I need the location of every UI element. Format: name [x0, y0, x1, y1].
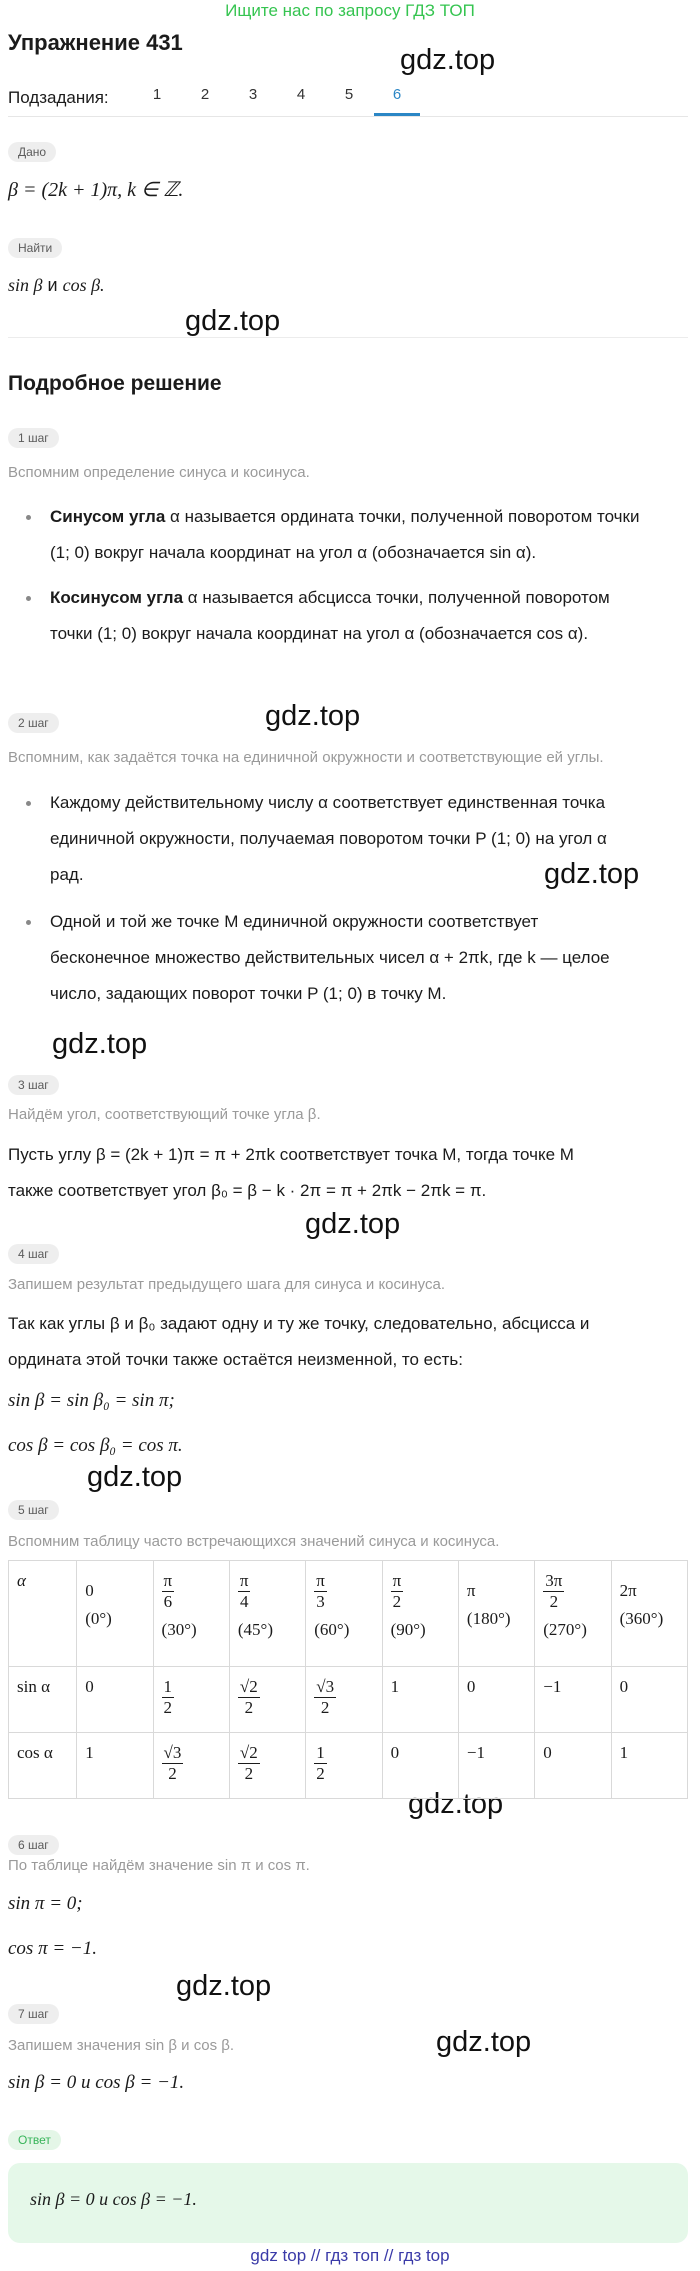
- table-cell: 0: [382, 1733, 458, 1799]
- bullet-dot: [26, 596, 31, 601]
- step-4-eq-1: sin β = sin β₀ = sin π;: [8, 1390, 175, 1411]
- answer-box: [8, 2163, 688, 2243]
- subtask-tab-3[interactable]: 3: [248, 86, 258, 103]
- table-row: [9, 1733, 688, 1799]
- table-cell: 1: [382, 1667, 458, 1733]
- table-col-360: 2π (360°): [611, 1561, 687, 1667]
- subtask-tab-4[interactable]: 4: [296, 86, 306, 103]
- step-3-text: [8, 1137, 574, 1209]
- table-cell: 0: [77, 1667, 153, 1733]
- page-title: Упражнение 431: [8, 30, 183, 55]
- step-3-line: Пусть углу β = (2k + 1)π = π + 2πk соответствует точка M, тогда точке M: [8, 1145, 574, 1164]
- watermark: gdz.top: [52, 1028, 148, 1060]
- section-divider: [8, 337, 688, 338]
- bullet-text: Одной и той же точке M единичной окружности соответствует: [50, 912, 539, 931]
- table-sin-label: sin α: [9, 1667, 77, 1733]
- watermark: gdz.top: [400, 44, 496, 76]
- table-col-45: $\frac{\pi}{4}$ (45°): [229, 1561, 305, 1667]
- table-header-alpha: α: [9, 1561, 77, 1667]
- given-formula: β = (2k + 1)π, k ∈ ℤ.: [8, 179, 184, 201]
- step-4-eq-2: cos β = cos β₀ = cos π.: [8, 1435, 183, 1456]
- step-1-chip: 1 шаг: [8, 428, 59, 448]
- bullet-text: точки (1; 0) вокруг начала координат на угол α (обозначается cos α).: [50, 624, 589, 643]
- find-cos: cos β.: [62, 275, 105, 295]
- step-4-chip: 4 шаг: [8, 1244, 59, 1264]
- watermark: gdz.top: [176, 1970, 272, 2002]
- watermark: gdz.top: [87, 1461, 183, 1493]
- find-line: [8, 271, 105, 299]
- step-6-chip: 6 шаг: [8, 1835, 59, 1855]
- step-6-eq-1: sin π = 0;: [8, 1893, 83, 1914]
- table-cell: 0: [611, 1667, 687, 1733]
- step-7-result: sin β = 0 и cos β = −1.: [8, 2072, 185, 2093]
- solution-heading: Подробное решение: [8, 372, 222, 395]
- step-4-text: [8, 1306, 589, 1378]
- table-cell: −1: [535, 1667, 611, 1733]
- step-1-bullet-2: [50, 580, 690, 652]
- bullet-text: рад.: [50, 865, 84, 884]
- bullet-text: α называется абсцисса точки, полученной поворотом: [187, 588, 610, 607]
- step-3-intro: Найдём угол, соответствующий точке угла β.: [8, 1106, 321, 1123]
- table-cell: $\frac{√2}{2}$: [229, 1733, 305, 1799]
- step-1-intro: Вспомним определение синуса и косинуса.: [8, 464, 310, 481]
- step-4-line: ордината этой точки также остаётся неизменной, то есть:: [8, 1350, 463, 1369]
- table-col-270: $\frac{3\pi}{2}$ (270°): [535, 1561, 611, 1667]
- find-chip: Найти: [8, 238, 62, 258]
- watermark: gdz.top: [436, 2026, 532, 2058]
- table-col-30: $\frac{\pi}{6}$ (30°): [153, 1561, 229, 1667]
- values-table: [8, 1560, 688, 1799]
- table-cell: $\frac{1}{2}$: [153, 1667, 229, 1733]
- bullet-dot: [26, 920, 31, 925]
- watermark: gdz.top: [265, 700, 361, 732]
- find-conj: и: [47, 275, 58, 295]
- table-cell: $\frac{√2}{2}$: [229, 1667, 305, 1733]
- step-7-intro: Запишем значения sin β и cos β.: [8, 2037, 235, 2054]
- watermark: gdz.top: [305, 1208, 401, 1240]
- table-row: [9, 1667, 688, 1733]
- subtask-tab-1[interactable]: 1: [152, 86, 162, 103]
- subtask-tab-5[interactable]: 5: [344, 86, 354, 103]
- step-3-line: также соответствует угол β₀ = β − k · 2π = π + 2πk − 2πk = π.: [8, 1181, 487, 1200]
- subtask-tab-6[interactable]: 6: [374, 84, 420, 116]
- top-banner: Ищите нас по запросу ГДЗ ТОП: [225, 1, 475, 20]
- bullet-text: единичной окружности, получаемая поворотом точки P (1; 0) на угол α: [50, 829, 607, 848]
- answer-chip: Ответ: [8, 2130, 61, 2150]
- step-5-intro: Вспомним таблицу часто встречающихся значений синуса и косинуса.: [8, 1533, 500, 1550]
- footer-links[interactable]: gdz top // гдз топ // гдз top: [250, 2246, 450, 2265]
- table-cell: −1: [458, 1733, 534, 1799]
- table-col-90: $\frac{\pi}{2}$ (90°): [382, 1561, 458, 1667]
- step-5-chip: 5 шаг: [8, 1500, 59, 1520]
- subtasks-bar: [8, 84, 688, 117]
- find-sin: sin β: [8, 275, 43, 295]
- step-6-intro: По таблице найдём значение sin π и cos π.: [8, 1857, 310, 1874]
- step-1-bullet-1: [50, 499, 690, 571]
- step-7-chip: 7 шаг: [8, 2004, 59, 2024]
- table-cell: 1: [77, 1733, 153, 1799]
- table-cell: $\frac{1}{2}$: [306, 1733, 382, 1799]
- table-cell: $\frac{√3}{2}$: [153, 1733, 229, 1799]
- table-cell: 0: [535, 1733, 611, 1799]
- table-col-180: π (180°): [458, 1561, 534, 1667]
- table-cos-label: cos α: [9, 1733, 77, 1799]
- subtask-tab-2[interactable]: 2: [200, 86, 210, 103]
- watermark: gdz.top: [408, 1788, 504, 1820]
- table-col-0: 0 (0°): [77, 1561, 153, 1667]
- bullet-text: (1; 0) вокруг начала координат на угол α (обозначается sin α).: [50, 543, 537, 562]
- bullet-text: α называется ордината точки, полученной поворотом точки: [170, 507, 640, 526]
- step-2-intro: Вспомним, как задаётся точка на единичной окружности и соответствующие ей углы.: [8, 749, 604, 766]
- step-3-chip: 3 шаг: [8, 1075, 59, 1095]
- step-2-bullet-1: [50, 785, 690, 893]
- bold-term: Косинусом угла: [50, 588, 184, 607]
- table-cell: 1: [611, 1733, 687, 1799]
- bullet-dot: [26, 801, 31, 806]
- table-cell: $\frac{√3}{2}$: [306, 1667, 382, 1733]
- bullet-text: число, задающих поворот точки P (1; 0) в точку M.: [50, 984, 447, 1003]
- given-chip: Дано: [8, 142, 56, 162]
- bullet-text: бесконечное множество действительных чисел α + 2πk, где k — целое: [50, 948, 610, 967]
- subtasks-label: Подзадания:: [8, 88, 109, 107]
- table-col-60: $\frac{\pi}{3}$ (60°): [306, 1561, 382, 1667]
- bold-term: Синусом угла: [50, 507, 166, 526]
- step-2-bullet-2: [50, 904, 690, 1012]
- bullet-dot: [26, 515, 31, 520]
- bullet-text: Каждому действительному числу α соответствует единственная точка: [50, 793, 606, 812]
- table-row: [9, 1561, 688, 1667]
- table-cell: 0: [458, 1667, 534, 1733]
- answer-text: sin β = 0 и cos β = −1.: [30, 2189, 197, 2209]
- step-6-eq-2: cos π = −1.: [8, 1938, 97, 1959]
- step-4-intro: Запишем результат предыдущего шага для синуса и косинуса.: [8, 1276, 446, 1293]
- watermark: gdz.top: [185, 305, 281, 337]
- watermark: gdz.top: [544, 858, 640, 890]
- step-4-line: Так как углы β и β₀ задают одну и ту же точку, следовательно, абсцисса и: [8, 1314, 590, 1333]
- step-2-chip: 2 шаг: [8, 713, 59, 733]
